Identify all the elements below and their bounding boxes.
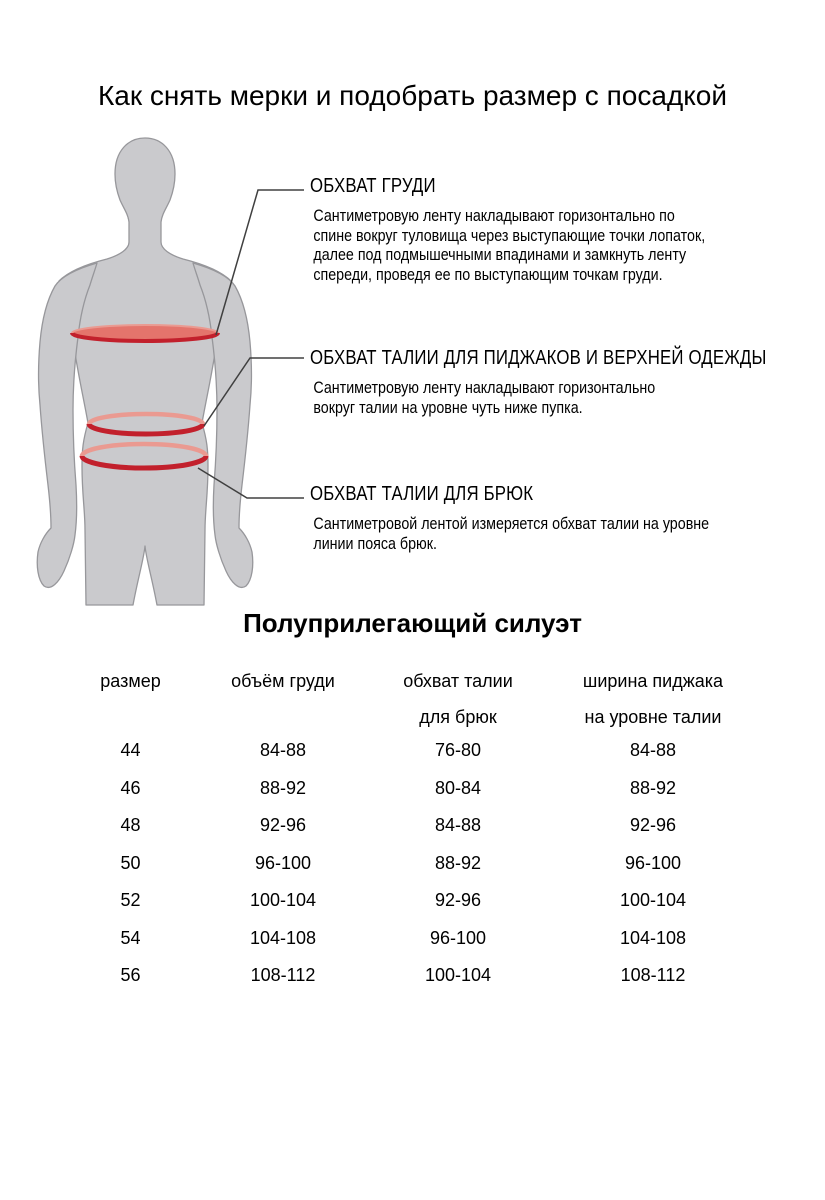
- waist-jackets-description: Сантиметровую ленту накладывают горизонтально вокруг талии на уровне чуть ниже пупка.: [313, 378, 656, 417]
- table-row: 54 104-108 96-100 104-108: [120, 927, 687, 948]
- table-row: 56 108-112 100-104 108-112: [120, 965, 686, 986]
- body-silhouette: [59, 138, 231, 605]
- measurement-section-waist-trousers: [310, 482, 825, 553]
- table-row: 52 100-104 92-96 100-104: [120, 890, 687, 911]
- chest-description: Сантиметровую ленту накладывают горизонтально по спине вокруг туловища через выступающие точки лопаток, далее под подмышечными впадинами и замкнуть ленту спереди, проведя ее по выступающим точкам груди.: [313, 206, 706, 284]
- measurement-section-chest: [310, 174, 825, 284]
- table-row: 46 88-92 80-84 88-92: [120, 777, 677, 798]
- size-table-title: Полуприлегающий силуэт: [243, 608, 582, 638]
- size-table-header: [58, 668, 753, 732]
- page-title: Как снять мерки и подобрать размер с посадкой: [97, 80, 728, 111]
- column-header-chest: объём груди: [231, 671, 335, 691]
- column-header-size: размер: [100, 671, 161, 691]
- measurement-section-waist-jackets: [310, 346, 825, 417]
- column-header-jacket-width: ширина пиджака на уровне талии: [582, 671, 724, 727]
- table-row: 50 96-100 88-92 96-100: [120, 852, 682, 873]
- size-table: [58, 668, 753, 995]
- column-header-waist-trousers: обхват талии для брюк: [403, 671, 513, 727]
- table-row: 48 92-96 84-88 92-96: [120, 815, 677, 836]
- chest-heading: ОБХВАТ ГРУДИ: [310, 175, 436, 197]
- waist-trousers-description: Сантиметровой лентой измеряется обхват талии на уровне линии пояса брюк.: [313, 514, 710, 553]
- chest-band: [72, 325, 218, 341]
- waist-trousers-heading: ОБХВАТ ТАЛИИ ДЛЯ БРЮК: [310, 483, 534, 505]
- waist-jackets-heading: ОБХВАТ ТАЛИИ ДЛЯ ПИДЖАКОВ И ВЕРХНЕЙ ОДЕЖДЫ: [310, 347, 767, 369]
- measurement-figure: [0, 130, 310, 610]
- table-row: 44 84-88 76-80 84-88: [120, 740, 677, 761]
